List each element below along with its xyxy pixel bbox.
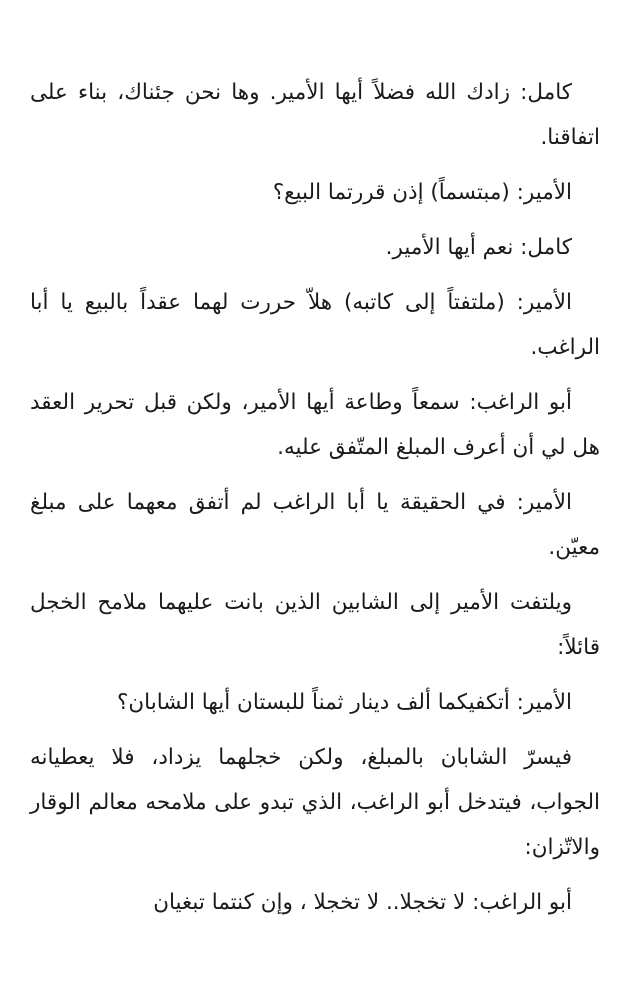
paragraph-prince-contract: الأمير: (ملتفتاً إلى كاتبه) هلاّ حررت لهما عقداً بالبيع يا أبا الراغب.	[30, 290, 600, 360]
paragraph-prince-offer: الأمير: أتكفيكما ألف دينار ثمناً للبستان أيها الشابان؟	[116, 690, 572, 715]
paragraph-abu-raghib-amount: أبو الراغب: سمعاً وطاعة أيها الأمير، ولكن قبل تحرير العقد هل لي أن أعرف المبلغ المتّفق عليه.	[30, 390, 600, 460]
paragraph-narration-shy: فيسرّ الشابان بالمبلغ، ولكن خجلهما يزداد، فلا يعطيانه الجواب، فيتدخل أبو الراغب، الذي تبدو على ملامحه معالم الوقار والاتّزان:	[30, 745, 600, 860]
paragraph-prince-question: الأمير: (مبتسماً) إذن قررتما البيع؟	[272, 180, 572, 205]
paragraph-narration-turns: ويلتفت الأمير إلى الشابين الذين بانت عليهما ملامح الخجل قائلاً:	[30, 590, 600, 660]
paragraph-kamel-yes: كامل: نعم أيها الأمير.	[385, 235, 572, 260]
paragraph-abu-raghib-reassure: أبو الراغب: لا تخجلا.. لا تخجلا ، وإن كنتما تبغيان	[153, 890, 572, 915]
paragraph-kamel-greeting: كامل: زادك الله فضلاً أيها الأمير. وها نحن جئناك، بناء على اتفاقنا.	[30, 80, 600, 150]
book-page	[30, 70, 600, 935]
paragraph-prince-no-amount: الأمير: في الحقيقة يا أبا الراغب لم أتفق معهما على مبلغ معيّن.	[30, 490, 600, 560]
